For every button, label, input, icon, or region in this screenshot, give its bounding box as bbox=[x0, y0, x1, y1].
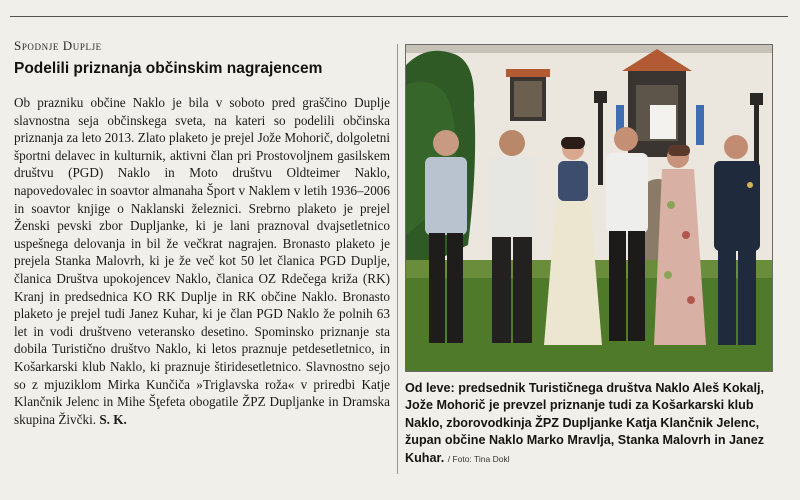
top-rule bbox=[10, 16, 788, 17]
section-kicker: Spodnje Duplje bbox=[14, 38, 102, 53]
article-headline: Podelili priznanja občinskim nagrajencem bbox=[14, 60, 323, 77]
column-divider bbox=[397, 44, 398, 474]
group-photo-illustration bbox=[406, 45, 772, 371]
author-signature: S. K. bbox=[99, 411, 127, 427]
caption-text: Od leve: predsednik Turističnega društva Naklo Aleš Kokalj, Jože Mohorič je prevzel priznanje tudi za Košarkarski klub Naklo, zborovodkinja ŽPZ Dupljanke Katja Klančnik Jelenc, župan občine Naklo Marko Mravlja, Stanka Malovrh in Janez Kuhar. bbox=[405, 381, 765, 465]
photo-credit: / Foto: Tina Dokl bbox=[447, 453, 510, 464]
photo-caption bbox=[405, 380, 777, 468]
article-body-text: Ob prazniku občine Naklo je bila v soboto pred graščino Duplje slavnostna seja občinskega sveta, na kateri so podelili občinska priznanja za leto 2013. Zlato plaketo je prejel Jože Mohorič, dolgoletni športni delavec in kulturnik, aktivni član pri Prostovoljnem gasilskem društvu (PGD) Naklo in Moto društvu Oldteimer Naklo, napovedovalec in soavtor almanaha Šport v Naklem v letih 1936–2006 in soavtor knjige o Naklanski železnici. Srebrno plaketo je prejel Ženski pevski zbor Dupljanke, ki je lani praznoval dvajsetletnico uspešnega delovanja in bil že večkrat nagrajen. Bronasto plaketo je prejela Stanka Malovrh, ki je že več kot 50 let članica PGD Duplje, članica Društva upokojencev Naklo, članica OZ Rdečega križa (RK) Kranj in predsednica KO RK Duplje in RK občine Naklo. Bronasto plaketo je prejel tudi Janez Kuhar, ki je član PGD Naklo že polnih 63 let in vodi društveno veteransko desetino. Spominsko priznanje sta dobila Turistično društvo Naklo, ki letos praznuje petdesetletnico, in Košarkarski klub Naklo, ki praznuje štiridesetletnico. Slavnostno sejo so z mjuziklom Mirka Kunčiča »Triglavska roža« v priredbi Katje Klančnik Jelenc in Mihe Šţefeta obogatile ŽPZ Dupljanke in Dramska skupina Živčki. bbox=[14, 95, 390, 427]
article-body bbox=[14, 94, 390, 428]
group-photo bbox=[405, 44, 773, 372]
